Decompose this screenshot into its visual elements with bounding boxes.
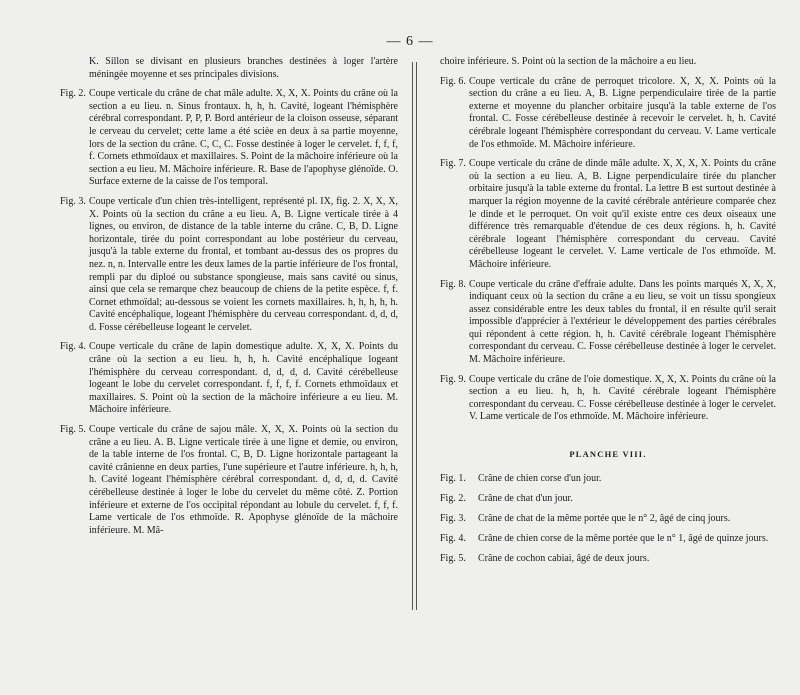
page-number: — 6 — <box>386 34 434 49</box>
figure-entry <box>440 158 776 271</box>
figure-label: Fig. 2. <box>60 88 86 100</box>
figure-caption: Crâne de chat d'un jour. <box>478 492 573 504</box>
figure-label: Fig. 5. <box>60 424 86 436</box>
plate-heading: PLANCHE VIII. <box>569 449 647 460</box>
figure-label: Fig. 8. <box>440 278 466 290</box>
figure-caption: Crâne de chien corse de la même portée que le n° 1, âgé de quinze jours. <box>478 532 769 544</box>
figure-caption: Crâne de cochon cabiai, âgé de deux jours. <box>478 553 650 564</box>
figure-description: Coupe verticale du crâne d'effraie adulte. Dans les points marqués X, X, X, indiquant ceux où la section du crâne a eu lieu, se voit un tissu spongieux assez considérable entre les deux tables du frontal, il en résulte qu'il serait impossible d'apprécier à l'extérieur le développement des parties cérébrales qui répondent à cette région. h, h. Cavité cérébrale logeant l'hémisphère correspondant du cerveau. C. Fosse cérébelleuse destinée à loger le cervelet. M. Mâchoire inférieure. <box>469 278 776 366</box>
figure-label: Fig. 3. <box>440 512 466 524</box>
figure-description: Coupe verticale du crâne de l'oie domestique. X, X, X. Points du crâne où la section a eu lieu. h, h, h. Cavité cérébrale logeant l'hémisphère correspondant du cerveau. C. Fosse cérébelleuse destinée à loger le cervelet. V. Lame verticale de l'os ethmoïde. M. Mâchoire inférieure. <box>469 373 776 423</box>
continuation-text: choire inférieure. S. Point où la section de la mâchoire a eu lieu. <box>440 56 697 67</box>
figure-entry <box>60 196 398 335</box>
figure-caption: Crâne de chien corse d'un jour. <box>478 472 602 484</box>
figure-entry <box>440 279 776 367</box>
figure-label: Fig. 5. <box>440 553 466 564</box>
figure-description: Coupe verticale d'un chien très-intelligent, représenté pl. IX, fig. 2. X, X, X, X. Points où la section du crâne a eu lieu. A, B. Ligne verticale tirée à 4 lignes, ou environ, de distance de la table interne du crâne. C, B, D. Ligne horizontale, tirée du point correspondant au lobe postérieur du cerveau, jusqu'à la table externe du frontal, et tombant au-dessus des os propres du nez. n, n. Intervalle entre les deux lames de la partie inférieure de l'os frontal, rempli par du diploé ou substance spongieuse, mais sans cavité ou sinus, ainsi que cela se remarque chez beaucoup de chiens de la petite espèce. f, f. Cornet ethmoïdal; au-dessous se voient les cornets maxillaires. h, h, h, h, h. Cavité encéphalique, logeant l'hémisphère du cerveau correspondant. d, d, d, d. Fosse cérébelleuse logeant le cervelet. <box>89 195 398 333</box>
figure-description: Coupe verticale du crâne de lapin domestique adulte. X, X, X. Points du crâne où la section a eu lieu. h, h, h. Cavité encéphalique logeant l'hémisphère du cerveau correspondant. d, d, d, d. Cavité cérébelleuse logeant le lobe du cervelet correspondant. f, f, f, f. Cornets ethmoïdaux et maxillaires. S. Point où la section de la mâchoire inférieure a eu lieu. M. Mâchoire inférieure. <box>89 341 398 416</box>
figure-description: Coupe verticale du crâne de chat mâle adulte. X, X, X. Points du crâne où la section a eu lieu. n. Sinus frontaux. h, h, h. Cavité, logeant l'hémisphère cérébral correspondant. P, P, P. Bord antérieur de la cloison osseuse, séparant le cerveau du cervelet; cette lame a été scièe en deux à sa partie moyenne, lors de la section du crâne. C, C, C. Fosse destinée à loger le cervelet. f, f, f, f. Cornets ethmoïdaux et maxillaires. S. Point de la mâchoire inférieure où la section a eu lieu. M. Mâchoire inférieure. R. Base de l'apophyse glénoïde. O. Surface externe de la caisse de l'os temporal. <box>89 88 398 188</box>
figure-label: Fig. 6. <box>440 75 466 87</box>
figure-entry <box>60 424 398 537</box>
figure-description: Coupe verticale du crâne de sajou mâle. X, X, X. Points où la section du crâne a eu lieu. A. B. Ligne verticale tirée à une ligne et demie, ou environ, de la table interne de l'os frontal. C, B, D. Ligne horizontale partageant la cavité crânienne en deux parties, l'une supérieure et l'autre inférieure. h, h, h, h. Cavité logeant l'hémisphère cérébral correspondant. d, d, d, d. Cavité cérébelleuse destinée à loger le lobe du cervelet du même côté. Z. Portion inférieure et externe de l'os occipital répondant au lobule du cervelet. f, f, f. Lame verticale de l'os ethmoïde. R. Apophyse glénoïde de la mâchoire inférieure. M. Mâ- <box>89 424 398 536</box>
plate-figure-list <box>440 473 776 566</box>
figure-description: Coupe verticale du crâne de perroquet tricolore. X, X, X. Points où la section du crâne a eu lieu. A, B. Ligne perpendiculaire tirée de la partie externe et moyenne du plancher orbitaire jusqu'à la table externe de l'os frontal. C. Fosse cérébelleuse destinée à recevoir le cervelet. h, h. Cavité cérébrale logeant l'hémisphère correspondant du cerveau. V. Lame verticale de l'os ethmoïde. M. Mâchoire inférieure. <box>469 75 776 150</box>
list-item <box>440 553 776 566</box>
figure-caption: Crâne de chat de la même portée que le n° 2, âgé de cinq jours. <box>478 512 731 524</box>
list-item <box>440 493 776 506</box>
figure-label: Fig. 4. <box>60 341 86 353</box>
left-column <box>60 56 398 544</box>
figure-label: Fig. 4. <box>440 532 466 544</box>
figure-label: Fig. 1. <box>440 472 466 484</box>
figure-description: Coupe verticale du crâne de dinde mâle adulte. X, X, X, X. Points du crâne où la section a eu lieu. A, B. Ligne perpendiculaire tirée du plancher orbitaire jusqu'à la table externe du frontal. La lettre B est surtout destinée à marquer la région moyenne de la cavité cérébrale antérieure comparée chez le dinde et le perroquet. On voit qu'il existe entre ces deux oiseaux une différence très remarquable d'étendue de ces deux régions. h, h. Cavité cérébrale logeant l'hémisphère correspondant du cerveau. Cavité cérébelleuse logeant le cervelet. V. Lame verticale de l'os ethmoïde. M. Mâchoire inférieure. <box>469 158 776 270</box>
figure-entry <box>440 374 776 424</box>
list-item <box>440 533 776 546</box>
figure-label: Fig. 2. <box>440 492 466 504</box>
figure-label: Fig. 9. <box>440 373 466 385</box>
list-item <box>440 473 776 486</box>
column-divider <box>412 62 417 610</box>
right-column <box>440 56 776 573</box>
figure-entry <box>440 76 776 152</box>
figure-label: Fig. 7. <box>440 158 466 170</box>
list-item <box>440 513 776 526</box>
figure-label: Fig. 3. <box>60 195 86 207</box>
figure-entry <box>60 341 398 417</box>
figure-entry <box>60 88 398 189</box>
continuation-text: K. Sillon se divisant en plusieurs branches destinées à loger l'artère méningée moyenne et ses principales divisions. <box>89 56 398 80</box>
